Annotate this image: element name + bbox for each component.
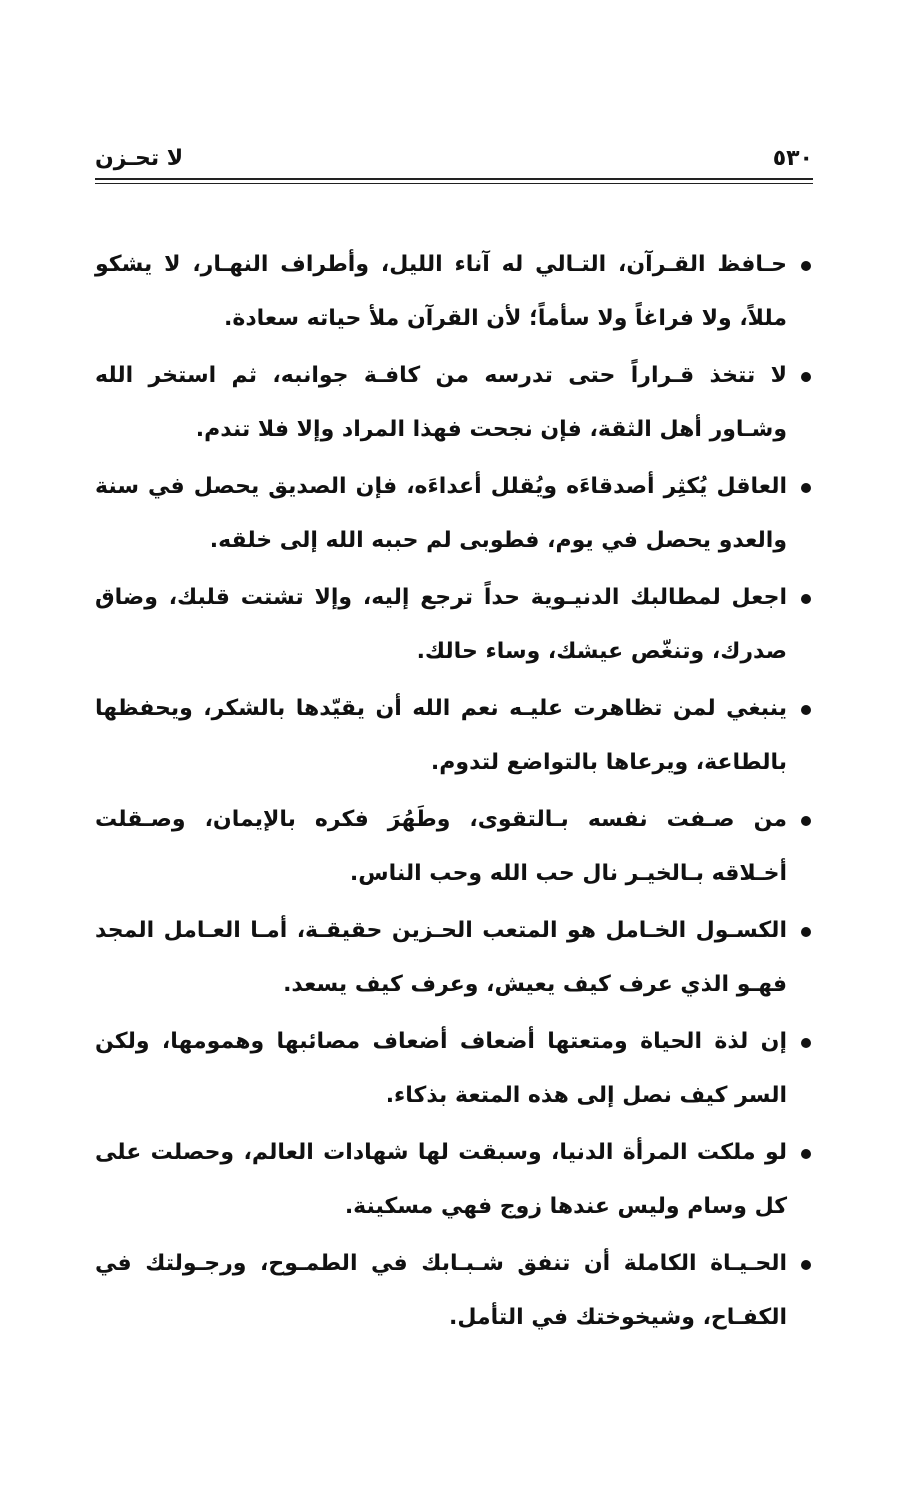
list-item xyxy=(95,793,813,901)
page-body xyxy=(95,238,813,1348)
list-item xyxy=(95,1126,813,1234)
page-number: ٥٣٠ xyxy=(772,146,813,171)
page-header xyxy=(95,140,813,180)
bullet-icon xyxy=(801,705,811,715)
item-text: اجعل لمطالبك الدنيـوية حداً ترجع إليه، وإلا تشتت قلبك، وضاق صدرك، وتنغّص عيشك، وساء حالك. xyxy=(95,585,787,664)
bullet-icon xyxy=(801,594,811,604)
list-item xyxy=(95,349,813,457)
item-text: لا تتخذ قـراراً حتى تدرسه من كافـة جوانبه، ثم استخر الله وشـاور أهل الثقة، فإن نجحت فهذا المراد وإلا فلا تندم. xyxy=(95,363,787,442)
bullet-icon xyxy=(801,1038,811,1048)
item-text: لو ملكت المرأة الدنيا، وسبقت لها شهادات العالم، وحصلت على كل وسام وليس عندها زوج فهي مسكينة. xyxy=(95,1140,787,1219)
item-text: الحـيـاة الكاملة أن تنفق شـبـابك في الطمـوح، ورجـولتك في الكفـاح، وشيخوختك في التأمل. xyxy=(95,1251,787,1330)
item-text: حـافظ القـرآن، التـالي له آناء الليل، وأطراف النهـار، لا يشكو مللاً، ولا فراغاً ولا سأماً؛ لأن القرآن ملأ حياته سعادة. xyxy=(95,252,787,331)
list-item xyxy=(95,904,813,1012)
bullet-icon xyxy=(801,927,811,937)
bullet-icon xyxy=(801,1149,811,1159)
list-item xyxy=(95,1015,813,1123)
bullet-icon xyxy=(801,261,811,271)
bullet-icon xyxy=(801,816,811,826)
bullet-icon xyxy=(801,372,811,382)
list-item xyxy=(95,1237,813,1345)
list-item xyxy=(95,238,813,346)
bullet-icon xyxy=(801,483,811,493)
header-rule-thin xyxy=(95,183,813,184)
item-text: من صـفت نفسه بـالتقوى، وطَهُرَ فكره بالإيمان، وصـقلت أخـلاقه بـالخيـر نال حب الله وحب الناس. xyxy=(95,807,787,886)
running-title: لا تحـزن xyxy=(95,146,184,171)
item-text: الكسـول الخـامل هو المتعب الحـزين حقيقـة، أمـا العـامل المجد فهـو الذي عرف كيف يعيش، وعرف كيف يسعد. xyxy=(95,918,787,997)
item-text: إن لذة الحياة ومتعتها أضعاف أضعاف مصائبها وهمومها، ولكن السر كيف نصل إلى هذه المتعة بذكاء. xyxy=(95,1029,787,1108)
bullet-icon xyxy=(801,1260,811,1270)
header-rule-thick xyxy=(95,178,813,180)
list-item xyxy=(95,682,813,790)
list-item xyxy=(95,460,813,568)
item-text: ينبغي لمن تظاهرت عليـه نعم الله أن يقيّدها بالشكر، ويحفظها بالطاعة، ويرعاها بالتواضع لتدوم. xyxy=(95,696,787,775)
list-item xyxy=(95,571,813,679)
item-text: العاقل يُكثِر أصدقاءَه ويُقلل أعداءَه، فإن الصديق يحصل في سنة والعدو يحصل في يوم، فطوبى لم حببه الله إلى خلقه. xyxy=(95,474,787,553)
